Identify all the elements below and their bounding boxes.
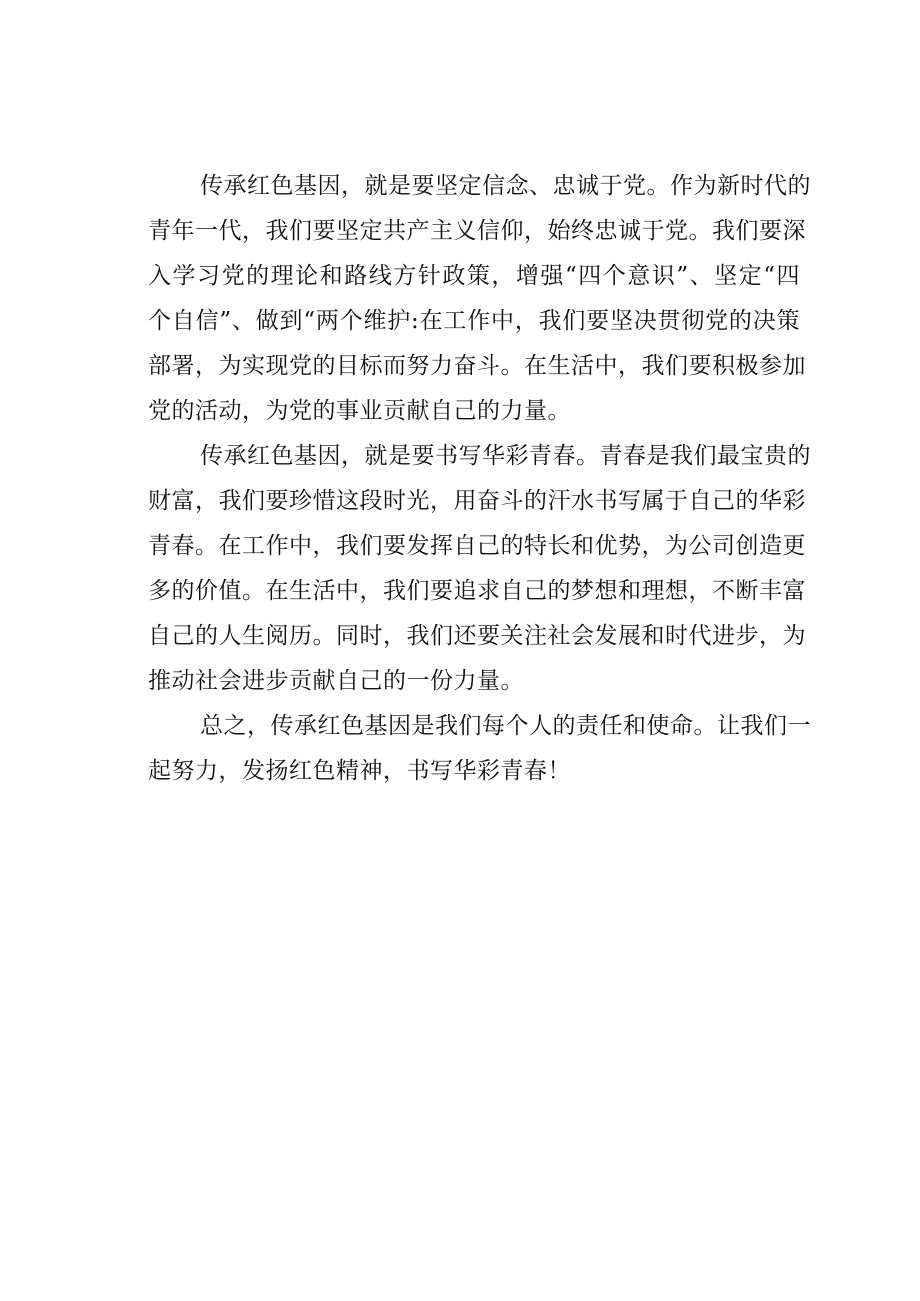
paragraph-line: 总之，传承红色基因是我们每个人的责任和使命。让我们一 [200,713,811,739]
paragraph-line: 个自信”、做到“两个维护:在工作中，我们要坚决贯彻党的决策 [148,308,800,334]
paragraph-line: 推动社会进步贡献自己的一份力量。 [148,668,524,694]
paragraph-line: 青春。在工作中，我们要发挥自己的特长和优势，为公司创造更 [148,533,806,559]
paragraph-line: 党的活动，为党的事业贡献自己的力量。 [148,398,571,424]
paragraph-line: 财富，我们要珍惜这段时光，用奋斗的汗水书写属于自己的华彩 [148,488,806,514]
paragraph-2 [148,434,811,704]
document-body [148,164,811,794]
paragraph-line: 传承红色基因，就是要坚定信念、忠诚于党。作为新时代的 [200,173,811,199]
paragraph-line: 起努力，发扬红色精神，书写华彩青春！ [148,758,571,784]
paragraph-line: 多的价值。在生活中，我们要追求自己的梦想和理想，不断丰富 [148,578,806,604]
paragraph-3 [148,704,811,794]
paragraph-1 [148,164,811,434]
paragraph-line: 入学习党的理论和路线方针政策，增强“四个意识”、坚定“四 [148,263,800,289]
paragraph-line: 自己的人生阅历。同时，我们还要关注社会发展和时代进步，为 [148,623,806,649]
paragraph-line: 传承红色基因，就是要书写华彩青春。青春是我们最宝贵的 [200,443,811,469]
paragraph-line: 青年一代，我们要坚定共产主义信仰，始终忠诚于党。我们要深 [148,218,806,244]
paragraph-line: 部署，为实现党的目标而努力奋斗。在生活中，我们要积极参加 [148,353,806,379]
